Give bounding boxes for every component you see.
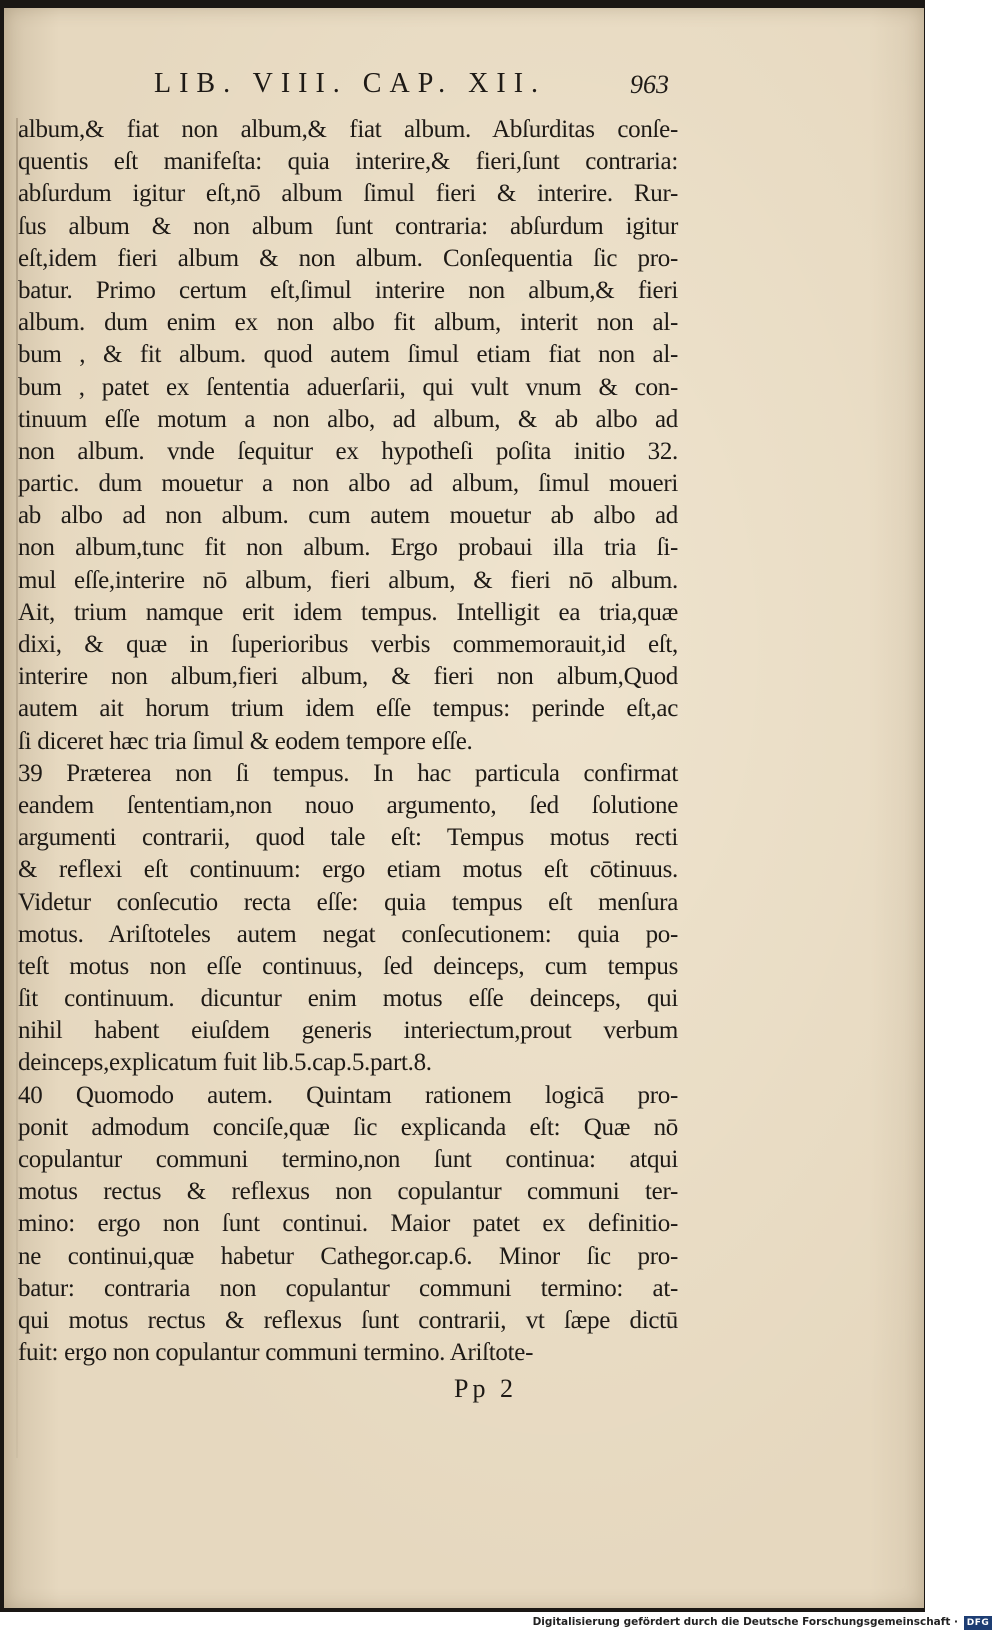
text-line: eandem ſententiam,non nouo argumento, ſed ſolutione bbox=[18, 791, 678, 819]
text-line: nihil habent eiuſdem generis interiectum,prout verbum bbox=[18, 1017, 678, 1045]
text-line: qui motus rectus & reflexus ſunt contrarii, vt ſæpe dictū bbox=[18, 1306, 678, 1334]
text-line: album. dum enim ex non albo fit album, interit non al- bbox=[18, 309, 678, 337]
signature-mark: Pp 2 bbox=[454, 1374, 517, 1403]
text-line: mul eſſe,interire nō album, fieri album, & fieri nō album. bbox=[18, 566, 678, 594]
text-line: ne continui,quæ habetur Cathegor.cap.6. Minor ſic pro- bbox=[18, 1242, 678, 1270]
text-line: ab albo ad non album. cum autem mouetur ab albo ad bbox=[18, 502, 678, 530]
text-line: interire non album,fieri album, & fieri non album,Quod bbox=[18, 663, 678, 691]
text-line: ſus album & non album ſunt contraria: abſurdum igitur bbox=[18, 212, 678, 240]
text-line: quentis eſt manifeſta: quia interire,& fieri,ſunt contraria: bbox=[18, 148, 678, 176]
running-head-title: LIB. VIII. CAP. XII. bbox=[154, 68, 547, 99]
running-head bbox=[4, 68, 924, 108]
text-line: batur: contraria non copulantur communi termino: at- bbox=[18, 1274, 678, 1302]
text-line: Ait, trium namque erit idem tempus. Intelligit ea tria,quæ bbox=[18, 598, 678, 626]
funding-note: Digitalisierung gefördert durch die Deutsche Forschungsgemeinschaft · bbox=[532, 1616, 958, 1628]
text-line: non album,tunc fit non album. Ergo probaui illa tria ſi- bbox=[18, 534, 678, 562]
text-line: & reflexi eſt continuum: ergo etiam motus eſt cōtinuus. bbox=[18, 856, 678, 884]
text-line: 40 Quomodo autem. Quintam rationem logicā pro- bbox=[18, 1081, 678, 1109]
text-line: tinuum eſſe motum a non albo, ad album, & ab albo ad bbox=[18, 405, 678, 433]
dfg-logo: DFG bbox=[964, 1616, 992, 1630]
text-line: mino: ergo non ſunt continui. Maior patet ex definitio- bbox=[18, 1210, 678, 1238]
text-line: motus rectus & reflexus non copulantur communi ter- bbox=[18, 1178, 678, 1206]
text-line: partic. dum mouetur a non albo ad album, ſimul moueri bbox=[18, 470, 678, 498]
text-line: ponit admodum conciſe,quæ ſic explicanda eſt: Quæ nō bbox=[18, 1113, 678, 1141]
text-line: fuit: ergo non copulantur communi termino. Ariſtote- bbox=[18, 1339, 534, 1367]
text-line: Videtur conſecutio recta eſſe: quia tempus eſt menſura bbox=[18, 888, 678, 916]
text-line: bum , & fit album. quod autem ſimul etiam fiat non al- bbox=[18, 341, 678, 369]
text-line: teſt motus non eſſe continuus, ſed deinceps, cum tempus bbox=[18, 952, 678, 980]
text-line: eſt,idem fieri album & non album. Conſequentia ſic pro- bbox=[18, 244, 678, 272]
text-line: dixi, & quæ in ſuperioribus verbis commemorauit,id eſt, bbox=[18, 631, 678, 658]
text-line: abſurdum igitur eſt,nō album ſimul fieri & interire. Rur- bbox=[18, 180, 678, 208]
text-line: copulantur communi termino,non ſunt continua: atqui bbox=[18, 1146, 678, 1173]
page-number: 963 bbox=[630, 70, 669, 99]
text-line: ſi diceret hæc tria ſimul & eodem tempore eſſe. bbox=[18, 727, 473, 755]
text-line: argumenti contrarii, quod tale eſt: Tempus motus recti bbox=[18, 824, 678, 852]
body-text bbox=[18, 114, 678, 1369]
text-line: album,& fiat non album,& fiat album. Abſurditas conſe- bbox=[18, 116, 678, 143]
text-line: ſit continuum. dicuntur enim motus eſſe deinceps, qui bbox=[18, 985, 678, 1013]
text-line: non album. vnde ſequitur ex hypotheſi poſita initio 32. bbox=[18, 437, 678, 465]
book-page bbox=[4, 8, 924, 1608]
text-line: batur. Primo certum eſt,ſimul interire non album,& fieri bbox=[18, 276, 678, 304]
text-line: deinceps,explicatum fuit lib.5.cap.5.part.8. bbox=[18, 1049, 432, 1077]
text-line: autem ait horum trium idem eſſe tempus: perinde eſt,ac bbox=[18, 695, 678, 723]
text-line: bum , patet ex ſententia aduerſarii, qui vult vnum & con- bbox=[18, 373, 678, 401]
text-line: 39 Præterea non ſi tempus. In hac particula confirmat bbox=[18, 759, 678, 787]
text-line: motus. Ariſtoteles autem negat conſecutionem: quia po- bbox=[18, 920, 678, 948]
